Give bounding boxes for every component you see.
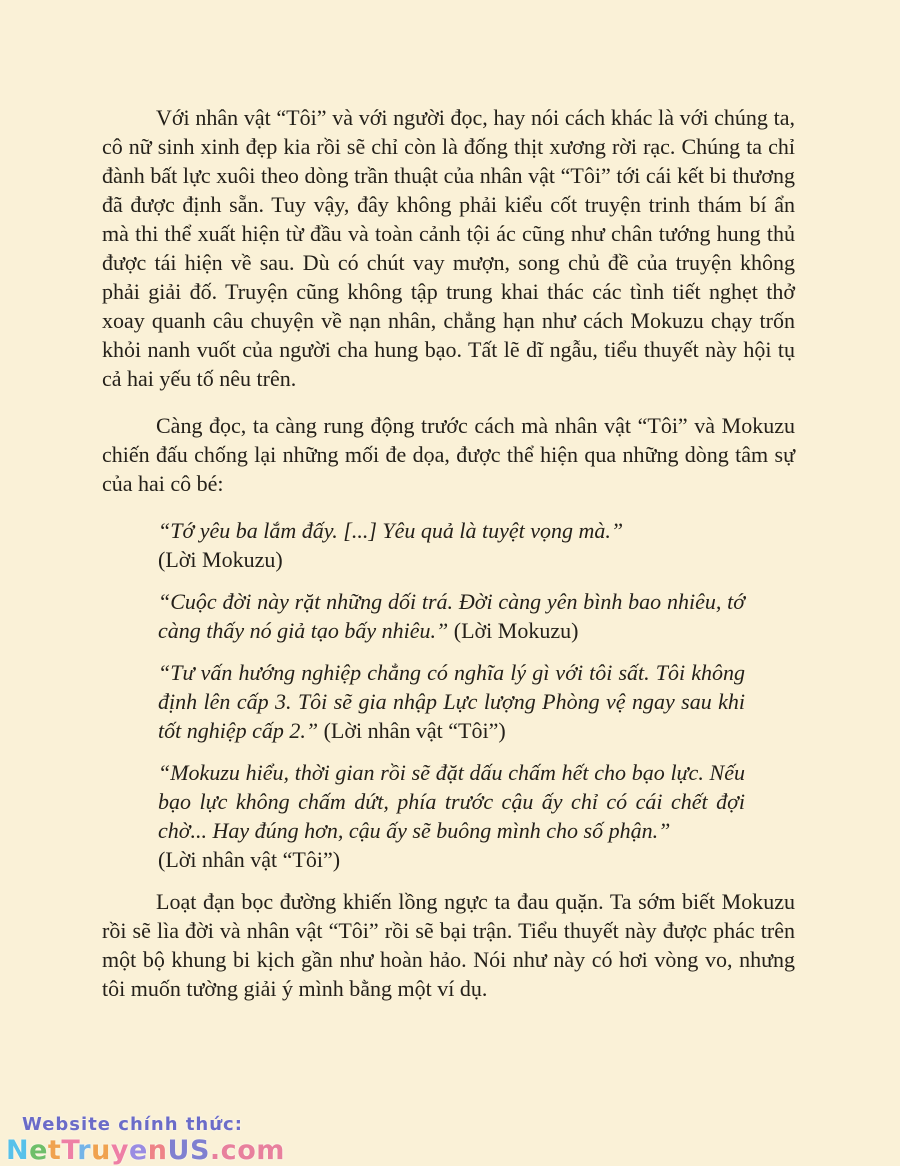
watermark-site-name	[6, 1137, 285, 1164]
quote-text: “Tớ yêu ba lắm đấy. [...] Yêu quả là tuyệt vọng mà.”	[158, 518, 624, 543]
quote-text: “Mokuzu hiểu, thời gian rồi sẽ đặt dấu chấm hết cho bạo lực. Nếu bạo lực không chấm dứt, phía trước cậu ấy chỉ có cái chết đợi chờ... Hay đúng hơn, cậu ấy sẽ buông mình cho số phận.”	[158, 760, 745, 843]
watermark-letter: e	[128, 1135, 148, 1166]
quote-attribution: (Lời nhân vật “Tôi”)	[323, 718, 506, 743]
watermark-letter: u	[91, 1135, 111, 1166]
quote-block	[158, 516, 745, 574]
watermark-letter: r	[77, 1135, 92, 1166]
watermark-letter: m	[256, 1135, 285, 1166]
watermark-letter: N	[6, 1135, 30, 1166]
quote-block	[158, 658, 745, 745]
quote-text: “Cuộc đời này rặt những dối trá. Đời càng yên bình bao nhiêu, tớ càng thấy nó giả tạo bấy nhiêu.”	[158, 589, 745, 643]
watermark-letter: S	[189, 1135, 210, 1166]
quote-block	[158, 587, 745, 645]
watermark-official-label: Website chính thức:	[22, 1114, 243, 1135]
body-paragraph: Với nhân vật “Tôi” và với người đọc, hay nói cách khác là với chúng ta, cô nữ sinh xinh đẹp kia rồi sẽ chỉ còn là đống thịt xương rời rạc. Chúng ta chỉ đành bất lực xuôi theo dòng trần thuật của nhân vật “Tôi” tới cái kết bi thương đã được định sẵn. Tuy vậy, đây không phải kiểu cốt truyện trinh thám bí ẩn mà thi thể xuất hiện từ đầu và toàn cảnh tội ác cũng như chân tướng hung thủ được tái hiện về sau. Dù có chút vay mượn, song chủ đề của truyện không phải giải đố. Truyện cũng không tập trung khai thác các tình tiết nghẹt thở xoay quanh câu chuyện về nạn nhân, chẳng hạn như cách Mokuzu chạy trốn khỏi nanh vuốt của người cha hung bạo. Tất lẽ dĩ ngẫu, tiểu thuyết này hội tụ cả hai yếu tố nêu trên.	[102, 105, 795, 391]
site-watermark	[6, 1114, 285, 1164]
quote-attribution: (Lời nhân vật “Tôi”)	[158, 847, 341, 872]
quote-block	[158, 758, 745, 874]
body-paragraph: Càng đọc, ta càng rung động trước cách mà nhân vật “Tôi” và Mokuzu chiến đấu chống lại những mối đe dọa, được thể hiện qua những dòng tâm sự của hai cô bé:	[102, 413, 795, 496]
watermark-letter: c	[220, 1135, 238, 1166]
quote-attribution: (Lời Mokuzu)	[453, 618, 579, 643]
watermark-letter: t	[47, 1135, 62, 1166]
body-paragraph: Loạt đạn bọc đường khiến lồng ngực ta đau quặn. Ta sớm biết Mokuzu rồi sẽ lìa đời và nhân vật “Tôi” rồi sẽ bại trận. Tiểu thuyết này được phác trên một bộ khung bi kịch gần như hoàn hảo. Nói như này có hơi vòng vo, nhưng tôi muốn tường giải ý mình bằng một ví dụ.	[102, 889, 795, 1001]
watermark-letter: U	[167, 1135, 190, 1166]
novel-text-column	[102, 103, 795, 1021]
watermark-letter: .	[209, 1135, 221, 1166]
watermark-letter: e	[29, 1135, 48, 1166]
quote-text: “Tư vấn hướng nghiệp chẳng có nghĩa lý gì với tôi sất. Tôi không định lên cấp 3. Tôi sẽ gia nhập Lực lượng Phòng vệ ngay sau khi tốt nghiệp cấp 2.”	[158, 660, 745, 743]
watermark-letter: y	[110, 1135, 129, 1166]
watermark-letter: n	[147, 1135, 168, 1166]
quote-attribution: (Lời Mokuzu)	[158, 547, 283, 572]
watermark-letter: o	[237, 1135, 257, 1166]
watermark-letter: T	[61, 1135, 78, 1166]
